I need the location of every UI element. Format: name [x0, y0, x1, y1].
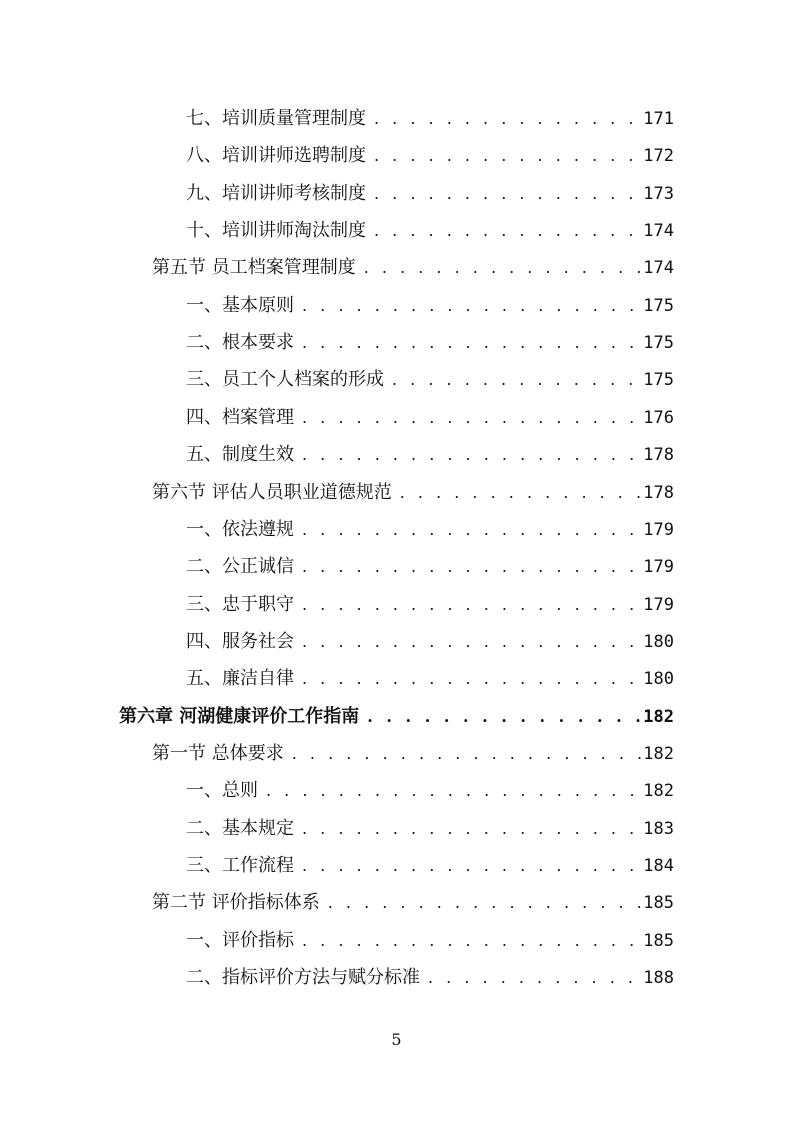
toc-entry-title: 四、档案管理 [186, 406, 294, 428]
toc-entry-page: 182 [643, 781, 674, 802]
dot-leader [294, 515, 643, 545]
dot-leader [420, 963, 643, 993]
toc-entry-title: 二、指标评价方法与赋分标准 [186, 967, 420, 989]
toc-entry[interactable] [186, 365, 674, 395]
dot-leader [294, 590, 643, 620]
toc-entry[interactable] [152, 739, 674, 769]
dot-leader [392, 478, 644, 508]
toc-entry[interactable] [186, 814, 674, 844]
dot-leader [294, 664, 643, 694]
dot-leader [294, 291, 643, 321]
toc-entry-page: 174 [643, 258, 674, 279]
toc-entry[interactable] [186, 552, 674, 582]
toc-entry-title: 四、服务社会 [186, 630, 294, 652]
toc-entry[interactable] [186, 963, 674, 993]
toc-entry[interactable] [186, 515, 674, 545]
toc-entry-title: 二、基本规定 [186, 817, 294, 839]
toc-entry[interactable] [186, 627, 674, 657]
toc-entry-title: 二、公正诚信 [186, 556, 294, 578]
toc-entry-title: 五、廉洁自律 [186, 668, 294, 690]
toc-entry[interactable] [186, 664, 674, 694]
toc-entry-title: 三、员工个人档案的形成 [186, 369, 384, 391]
dot-leader [384, 365, 643, 395]
toc-entry-title: 七、培训质量管理制度 [186, 108, 366, 129]
dot-leader [356, 253, 644, 283]
toc-entry-page: 179 [643, 557, 674, 578]
toc-entry-page: 179 [643, 519, 674, 540]
toc-entry-page: 185 [643, 893, 674, 914]
dot-leader [294, 814, 643, 844]
toc-entry-page: 175 [643, 295, 674, 316]
toc-entry-title: 第五节 员工档案管理制度 [152, 257, 356, 279]
toc-entry-title: 第二节 评价指标体系 [152, 892, 320, 914]
toc-entry-title: 五、制度生效 [186, 444, 294, 466]
toc-entry-page: 171 [643, 109, 674, 129]
toc-entry[interactable] [152, 253, 674, 283]
toc-entry-title: 一、基本原则 [186, 294, 294, 316]
page-number: 5 [391, 1030, 402, 1049]
toc-entry[interactable] [186, 141, 674, 171]
toc-entry[interactable] [186, 926, 674, 956]
toc-entry[interactable] [186, 590, 674, 620]
toc-entry[interactable] [186, 776, 674, 806]
toc-entry-page: 182 [643, 743, 674, 764]
dot-leader [294, 851, 643, 881]
dot-leader [294, 403, 643, 433]
dot-leader [294, 552, 643, 582]
dot-leader [294, 926, 643, 956]
toc-entry-page: 182 [643, 706, 674, 727]
toc-entry-page: 175 [643, 370, 674, 391]
dot-leader [359, 702, 643, 732]
dot-leader [366, 179, 643, 209]
toc-entry-title: 十、培训讲师淘汰制度 [186, 220, 366, 242]
toc-entry-title: 三、工作流程 [186, 855, 294, 876]
toc-entry[interactable] [152, 478, 674, 508]
toc-entry-page: 178 [643, 445, 674, 466]
toc-entry[interactable] [186, 440, 674, 470]
dot-leader [284, 739, 644, 769]
dot-leader [366, 141, 643, 171]
toc-entry[interactable] [186, 851, 674, 881]
toc-entry-title: 一、依法遵规 [186, 518, 294, 540]
toc-entry[interactable] [152, 888, 674, 918]
toc-entry[interactable] [186, 104, 674, 134]
toc-entry-page: 180 [643, 669, 674, 690]
toc-entry-page: 179 [643, 594, 674, 615]
toc-entry-title: 八、培训讲师选聘制度 [186, 145, 366, 167]
dot-leader [294, 440, 643, 470]
toc-entry[interactable] [186, 291, 674, 321]
toc-entry-page: 183 [643, 818, 674, 839]
dot-leader [294, 627, 643, 657]
toc-entry-page: 176 [643, 407, 674, 428]
toc-entry-page: 184 [643, 856, 674, 876]
toc-entry-page: 172 [643, 146, 674, 167]
dot-leader [366, 216, 643, 246]
dot-leader [366, 104, 643, 134]
toc-entry-page: 178 [643, 482, 674, 503]
dot-leader [258, 776, 643, 806]
toc-entry-page: 174 [643, 221, 674, 242]
toc-entry-title: 一、评价指标 [186, 929, 294, 951]
toc-entry-page: 180 [643, 631, 674, 652]
toc-entry-title: 三、忠于职守 [186, 593, 294, 615]
toc-entry[interactable] [119, 702, 674, 732]
dot-leader [320, 888, 644, 918]
toc-entry[interactable] [186, 179, 674, 209]
toc-entry-page: 185 [643, 930, 674, 951]
toc-entry-page: 173 [643, 183, 674, 204]
toc-entry-title: 第六节 评估人员职业道德规范 [152, 481, 392, 503]
toc-entry-title: 第六章 河湖健康评价工作指南 [119, 705, 360, 727]
toc-entry[interactable] [186, 328, 674, 358]
toc-entry-title: 二、根本要求 [186, 332, 294, 354]
dot-leader [294, 328, 643, 358]
toc-entry[interactable] [186, 403, 674, 433]
toc-entry-title: 第一节 总体要求 [152, 742, 284, 764]
toc-entry-title: 一、总则 [186, 780, 258, 802]
toc-entry[interactable] [186, 216, 674, 246]
toc-entry-page: 175 [643, 333, 674, 354]
toc-entry-page: 188 [643, 968, 674, 989]
toc-entry-title: 九、培训讲师考核制度 [186, 182, 366, 204]
